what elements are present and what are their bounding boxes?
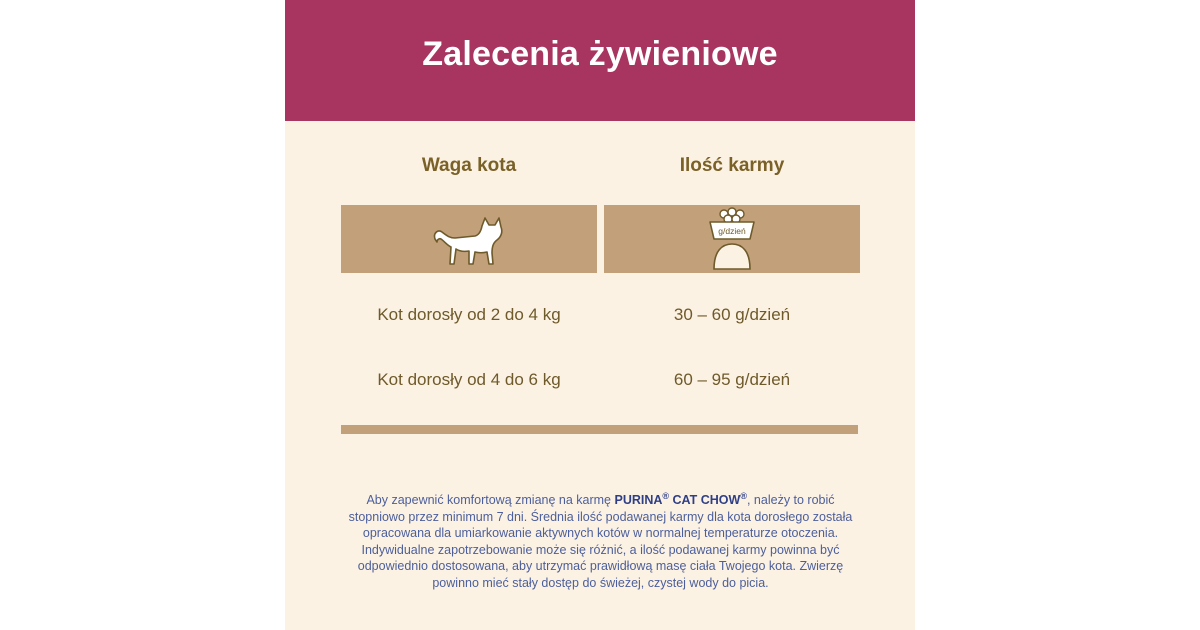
column-header-food-amount: Ilość karmy xyxy=(679,155,785,176)
header-banner xyxy=(285,0,915,121)
note-intro: Aby zapewnić komfortową zmianę na karmę xyxy=(366,493,615,507)
feeding-card xyxy=(285,0,915,630)
note-body: , należy to robić stopniowo przez minimum 7 dni. Średnia ilość podawanej karmy dla kota dorosłego została opracowana dla umiarkowanie aktywnych kotów w normalnej temperaturze otoczenia. Indywidualne zapotrzebowanie może się różnić, a ilość podawanej karmy powinna być odpowiednio dostosowana, aby utrzymać prawidłową masę ciała Twojego kota. Zwierzę powinno mieć stały dostęp do świeżej, czystej wody do picia. xyxy=(348,493,853,590)
cat-icon xyxy=(429,209,509,269)
row-1-weight: Kot dorosły od 2 do 4 kg xyxy=(377,305,561,324)
feeding-note xyxy=(343,492,858,591)
registered-mark: ® xyxy=(662,490,670,501)
row-1-amount: 30 – 60 g/dzień xyxy=(673,305,791,324)
food-icon-band xyxy=(604,205,860,273)
page-title: Zalecenia żywieniowe xyxy=(422,35,778,73)
column-header-cat-weight: Waga kota xyxy=(421,155,517,176)
row-2-weight: Kot dorosły od 4 do 6 kg xyxy=(377,370,561,389)
table-bottom-divider xyxy=(341,425,858,434)
brand-purina: PURINA xyxy=(614,493,663,507)
registered-mark: ® xyxy=(740,490,747,501)
bowl-label: g/dzień xyxy=(718,226,746,236)
cat-icon-band xyxy=(341,205,597,273)
row-2-amount: 60 – 95 g/dzień xyxy=(673,370,791,389)
brand-cat-chow: CAT CHOW xyxy=(669,493,741,507)
brand-name xyxy=(614,490,747,507)
food-bowl-icon xyxy=(702,207,762,271)
